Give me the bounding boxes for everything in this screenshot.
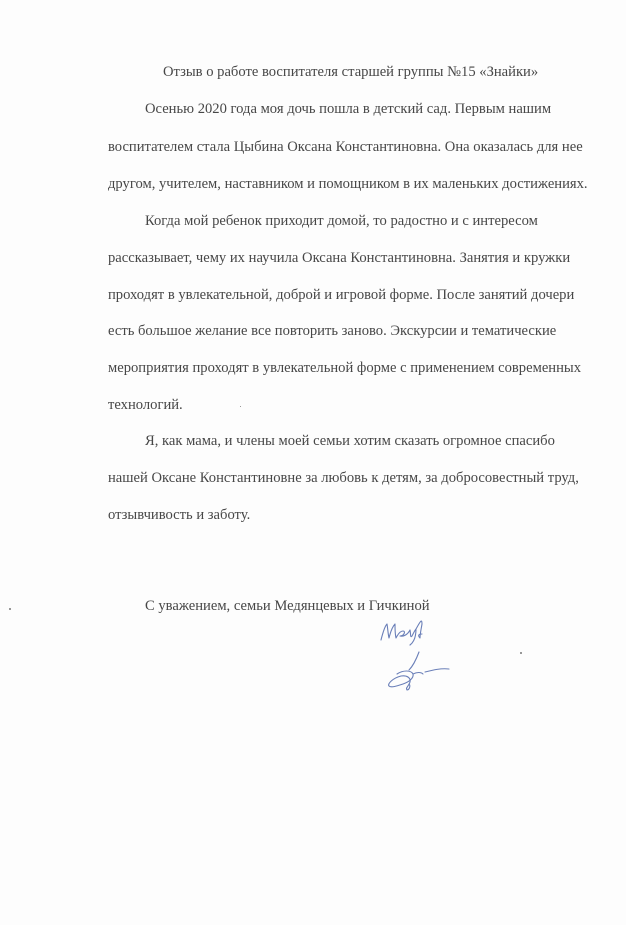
scan-speck: [240, 406, 241, 407]
paragraph-1-line-1: Осенью 2020 года моя дочь пошла в детский сад. Первым нашим: [145, 101, 552, 117]
paragraph-2-line-5: мероприятия проходят в увлекательной форме с применением современных: [108, 360, 582, 376]
paragraph-3-line-2: нашей Оксане Константиновне за любовь к детям, за добросовестный труд,: [108, 470, 579, 486]
signature-scribble-image: [383, 648, 455, 694]
closing-line: С уважением, семьи Медянцевых и Гичкиной: [145, 598, 430, 614]
paragraph-2-line-4: есть большое желание все повторить заново. Экскурсии и тематические: [108, 323, 557, 339]
scan-speck: [520, 652, 522, 654]
paragraph-2-line-6: технологий.: [108, 397, 183, 413]
paragraph-1-line-2: воспитателем стала Цыбина Оксана Константиновна. Она оказалась для нее: [108, 139, 583, 155]
document-title: Отзыв о работе воспитателя старшей группы №15 «Знайки»: [163, 64, 539, 80]
paragraph-2-line-3: проходят в увлекательной, доброй и игровой форме. После занятий дочери: [108, 287, 575, 303]
scan-speck: [9, 608, 11, 610]
paragraph-1-line-3: другом, учителем, наставником и помощником в их маленьких достижениях.: [108, 176, 588, 192]
paragraph-2-line-1: Когда мой ребенок приходит домой, то радостно и с интересом: [145, 213, 538, 229]
paragraph-3-line-1: Я, как мама, и члены моей семьи хотим сказать огромное спасибо: [145, 433, 555, 449]
signature-med-image: [378, 614, 430, 648]
paragraph-2-line-2: рассказывает, чему их научила Оксана Константиновна. Занятия и кружки: [108, 250, 571, 266]
paragraph-3-line-3: отзывчивость и заботу.: [108, 507, 251, 523]
